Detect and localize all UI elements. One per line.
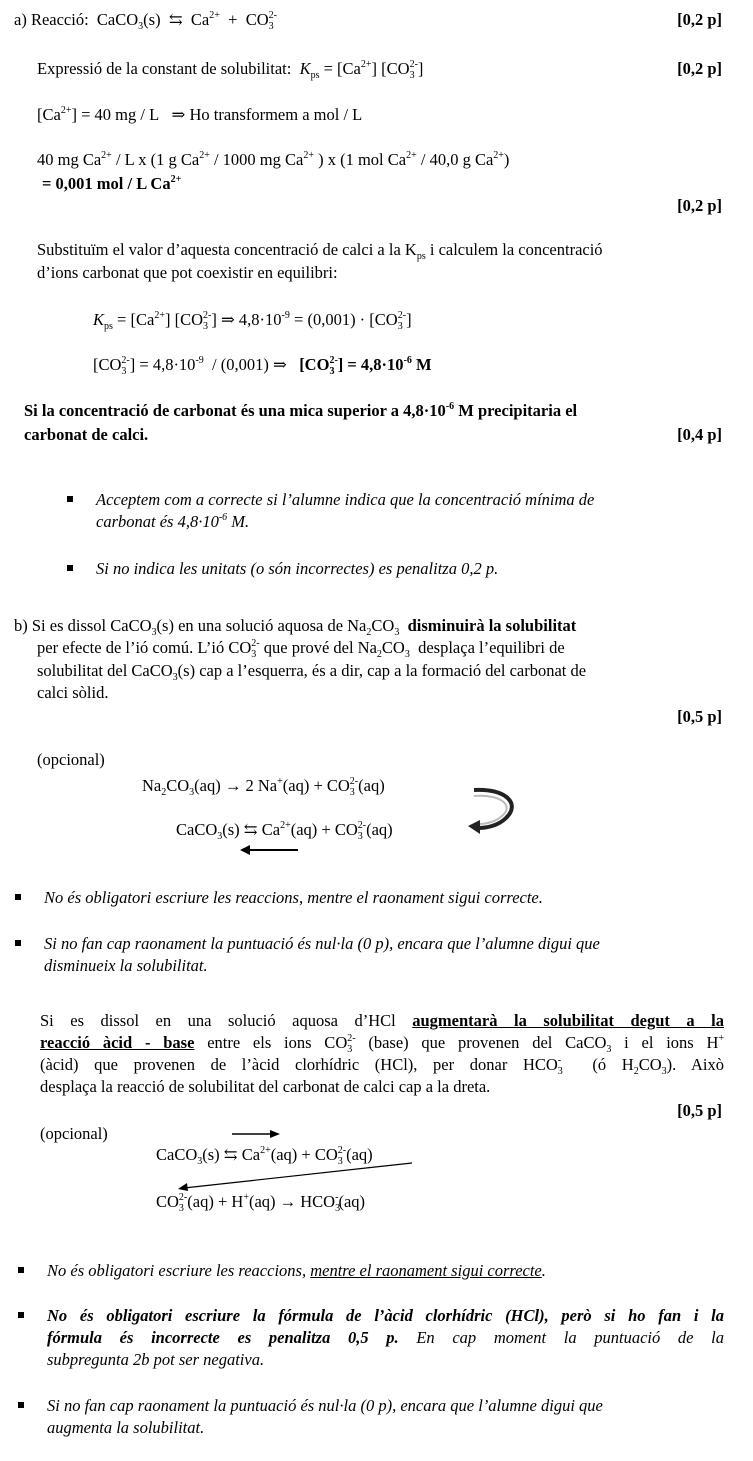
part-b-line-3: solubilitat del CaCO$_3$(s) cap a l’esquerra, és a dir, cap a la formació del carbonat de [37, 661, 587, 683]
note-reactions-optional-2: No és obligatori escriure les reaccions, mentre el raonament sigui correcte. [47, 1261, 546, 1280]
conversion-calculation: 40 mg $Ca^{2+}$ / L x (1 g $Ca^{2+} / 1000$ mg $Ca^{2+}$ ) x (1 mol $Ca^{2+} / 40,0$ g $Ca^{2+}$) [37, 150, 510, 169]
note-no-reasoning-2: Si no fan cap raonament la puntuació és nul·la (0 p), encara que l’alumne digui que augmenta la solubilitat. [47, 1396, 603, 1437]
bullet-icon [18, 1267, 24, 1273]
substitution-text-1: Substituïm el valor d’aquesta concentració de calci a la $K_{ps}$ i calculem la concentració [37, 240, 603, 262]
optional-label-2: (opcional) [40, 1124, 108, 1143]
kps-expression: Expressió de la constant de solubilitat: $K_{ps} = [Ca^{2+}]$ $[CO_3^{2-}]$ [37, 59, 424, 81]
part-b-line-1: b) Si es dissol CaCO$_3$(s) en una solució aquosa de $Na_2CO_3$ disminuirà la solubilitat [14, 616, 577, 638]
bullet-icon [67, 496, 73, 502]
bullet-icon [18, 1402, 24, 1408]
points-conversion: [0,2 p] [677, 196, 722, 215]
bullet-icon [15, 940, 21, 946]
points-common-ion: [0,5 p] [677, 707, 722, 726]
kps-substitution-equation: $K_{ps} = [Ca^{2+}]$ $[CO_3^{2-}]$ ⇒ $4,8\cdot 10^{-9} = (0,001) \cdot [CO_3^{2-}]$ [93, 310, 412, 332]
right-arrow-icon [232, 1128, 282, 1140]
note-hcl-formula: No és obligatori escriure la fórmula de l’àcid clorhídric (HCl), però si ho fan i la fórmula és incorrecte es penalitza 0,5 p. En cap moment la puntuació de la subpregunta 2b pot ser negativa. [47, 1306, 724, 1369]
note-reactions-optional-1: No és obligatori escriure les reaccions, mentre el raonament sigui correcte. [44, 888, 543, 907]
hcl-paragraph: Si es dissol en una solució aquosa d’HCl augmentarà la solubilitat degut a la reacció àcid - base entre els ions $CO_3^{2-}$ (base) que provenen del CaCO$_3$ i el ions H+ (àcid) que provenen de l’àcid clorhídric (HCl), per donar $HCO_3^-$ (ó $H_2CO_3$). Això desplaça la reacció de solubilitat del carbonat de calci cap a la dreta. [40, 1011, 725, 1096]
calcium-concentration: $[Ca^{2+}] = 40$ mg / L ⇒ Ho transformem a mol / L [37, 105, 363, 124]
reaction-calcium-carbonate-2: CaCO$_3$(s) ⇆ $Ca^{2+}(aq) + CO_3^{2-}(aq)$ [156, 1145, 373, 1167]
curved-arrow-icon [466, 780, 521, 840]
points-conclusion: [0,4 p] [677, 425, 722, 444]
bullet-icon [15, 894, 21, 900]
note-minimum-concentration: Acceptem com a correcte si l’alumne indica que la concentració mínima de carbonat és $4,8\cdot 10^{-6}$ M. [96, 490, 595, 531]
bullet-icon [18, 1312, 24, 1318]
part-b-line-4: calci sòlid. [37, 683, 109, 702]
points-expression: [0,2 p] [677, 59, 722, 78]
points-acid-base: [0,5 p] [677, 1101, 722, 1120]
note-no-reasoning-1: Si no fan cap raonament la puntuació és nul·la (0 p), encara que l’alumne digui que disminueix la solubilitat. [44, 934, 600, 975]
part-b-line-2: per efecte de l’ió comú. L’ió $CO_3^{2-}$ que prové del $Na_2CO_3$ desplaça l’equilibri de [37, 638, 565, 660]
points-reaction: [0,2 p] [677, 10, 722, 29]
optional-label-1: (opcional) [37, 750, 105, 769]
reaction-carbonate-acid: $CO_3^{2-}(aq) + H^+(aq) \to HCO_3^-(aq)$ [156, 1192, 366, 1214]
bullet-icon [67, 565, 73, 571]
conclusion-line-1: Si la concentració de carbonat és una mica superior a $4,8\cdot 10^{-6}$ M precipitaria el [24, 401, 578, 420]
substitution-text-2: d’ions carbonat que pot coexistir en equilibri: [37, 263, 338, 282]
left-arrow-icon [240, 843, 300, 857]
reaction-sodium-carbonate: $Na_2CO_3(aq) \to 2$ $Na^+(aq) + CO_3^{2-}(aq)$ [142, 776, 385, 798]
conclusion-line-2: carbonat de calci. [24, 425, 149, 444]
calcium-result: = 0,001 mol / L $Ca^{2+}$ [42, 174, 182, 193]
carbonate-result-equation: $[CO_3^{2-}] = 4,8\cdot 10^{-9} / (0,001)$ ⇒ $[CO_3^{2-}] = 4,8\cdot 10^{-6}$ M [93, 355, 432, 377]
note-units-penalty: Si no indica les unitats (o són incorrectes) es penalitza 0,2 p. [96, 559, 499, 578]
diagonal-arrow-icon [176, 1160, 416, 1192]
part-a-reaction: a) Reacció: CaCO$_3$(s) ⇆ $Ca^{2+} + CO_3^{2-}$ [14, 10, 277, 32]
reaction-calcium-carbonate: CaCO$_3$(s) ⇆ $Ca^{2+}(aq) + CO_3^{2-}(aq)$ [176, 820, 393, 842]
